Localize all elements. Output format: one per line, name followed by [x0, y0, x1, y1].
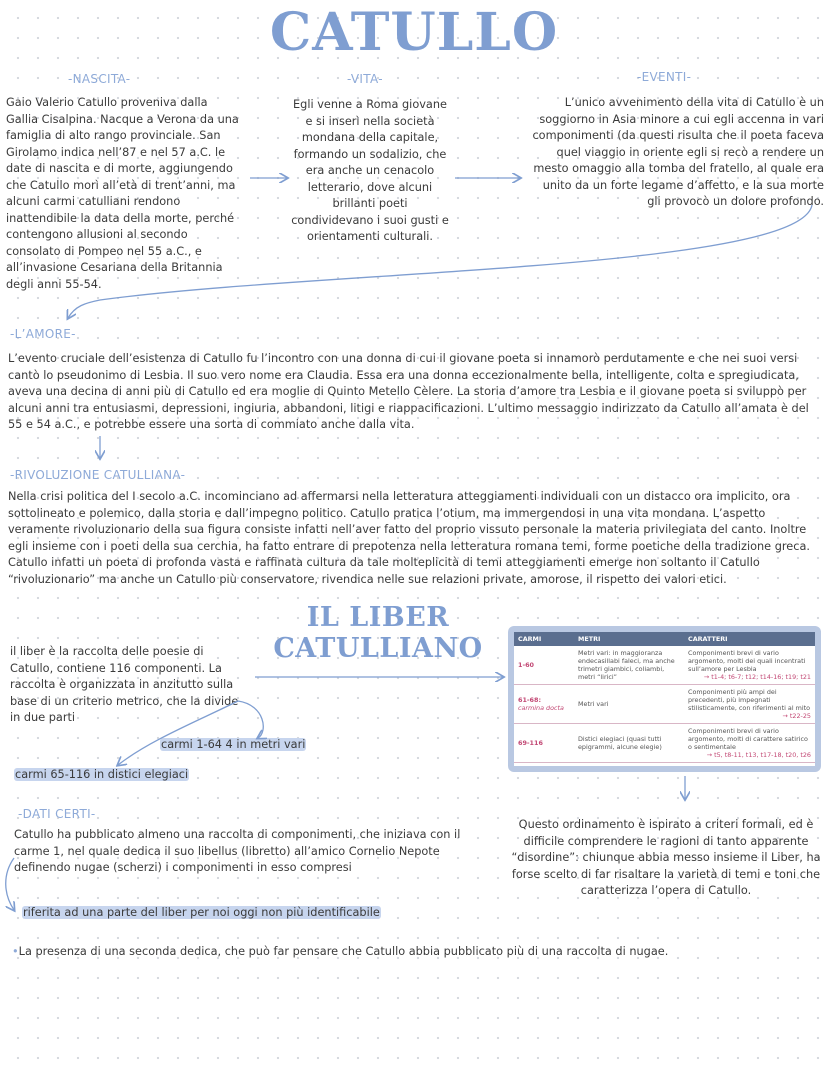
nascita-text: Gaio Valerio Catullo proveniva dalla Gallia Cisalpina. Nacque a Verona da una famiglia di alto rango provinciale. San Girolamo indica nell’87 e nel 57 a.C. le date di nascita e di morte, aggiungendo che Catullo morì all’età di trent’anni, ma alcuni carmi catulliani rendono inattendibile la data della morte, perché contengono allusioni al secondo consolato di Pompeo nel 55 a.C., e all’invasione Cesariana della Britannia degli anni 55-54.: [6, 96, 239, 291]
vita-text: Egli venne a Roma giovane e si inserì nella società mondana della capitale, formando un sodalizio, che era anche un cenacolo letterario, dove alcuni brillanti poeti condividevano i suoi gusti e orientamenti culturali.: [291, 98, 449, 243]
amore-text: L’evento cruciale dell’esistenza di Catullo fu l’incontro con una donna di cui il giovane poeta si innamorò perdutamente e che nei suoi versi cantò lo pseudonimo di Lesbia. Il suo vero nome era Claudia. Essa era una donna eccezionalmente bella, intelligente, colta e spregiudicata, aveva una decina di anni più di Catullo ed era moglie di Quinto Metello Cèlere. La storia d’amore tra Lesbia e il giovane poeta si sviluppò per alcuni anni tra entusiasmi, depressioni, ingiuria, abbandoni, litigi e riappacificazioni. L’ultimo messaggio indirizzato da Catullo all’amata è del 55 e 54 a.C., e potrebbe essere una sorta di commiato anche dalla vita.: [8, 352, 809, 431]
table-cell-metri: Metri vari: [574, 685, 684, 724]
table-cell-rif: → t22-25: [782, 712, 811, 720]
table-cell-rif: → t1-4; t6-7; t12; t14-16; t19; t21: [703, 673, 811, 681]
table-cell-carmi: 1-60: [514, 646, 574, 685]
vita-heading: -VITA-: [347, 72, 383, 86]
table-cell-carmi: 69-116: [514, 724, 574, 763]
table-cell-caratteri: Componimenti brevi di vario argomento, molti dei quali incentrati sull’amore per Lesbia → t1-4; t6-7; t12; t14-16; t19; t21: [684, 646, 815, 685]
th-metri: METRI: [574, 632, 684, 646]
arrow-divide-part2-icon: [118, 701, 238, 765]
dati-text: Catullo ha pubblicato almeno una raccolta di componimenti, che iniziava con il carme 1, nel quale dedica il suo libellus (libretto) all’amico Cornelio Nepote definendo nugae (scherzi) i componimenti in esso compresi: [14, 828, 461, 874]
rivoluzione-heading: -RIVOLUZIONE CATULLIANA-: [10, 468, 186, 482]
dati-heading: -DATI CERTI-: [18, 807, 96, 821]
table-cell-carmi: 61-68: carmina docta: [514, 685, 574, 724]
eventi-heading: -EVENTI-: [637, 70, 692, 84]
liber-part2: carmi 65-116 in distici elegiaci: [15, 768, 189, 781]
nascita-heading: -NASCITA-: [68, 72, 131, 86]
rivoluzione-text: Nella crisi politica del I secolo a.C. incominciano ad affermarsi nella letteratura atteggiamenti individuali con un distacco ora implicito, ora sottolineato e polemico, dalla storia e dall’impegno politico. Catullo pratica l’otium, ma immergendosi in una vita mondana. L’aspetto veramente rivoluzionario della sua figura consiste infatti nell’aver fatto del proprio vissuto personale la materia privilegiata del canto. Inoltre egli insieme con i poeti della sua cerchia, ha fatto entrare di prepotenza nella letteratura romana temi, forme poetiche della tradizione greca. Catullo infatti un poeta di profonda vasta e raffinata cultura da tale molteplicità di temi atteggiamenti emerge non soltanto il Catullo “rivoluzionario” ma anche un Catullo più conservatore, rivendica nelle sue relazioni private, amorose, il rispetto dei valori etici.: [8, 490, 810, 586]
arrow-divide-part1-icon: [238, 701, 263, 738]
bullet-dot-icon: •: [12, 945, 19, 958]
table-cell-metri: Metri vari: in maggioranza endecasillabi faleci, ma anche trimetri giambici, coliambi, metri “lirici”: [574, 646, 684, 685]
liber-intro: il liber è la raccolta delle poesie di Catullo, contiene 116 componenti. La raccolta è organizzata in anzitutto sulla base di un criterio metrico, che la divide in due parti: [10, 645, 239, 724]
dati-bullet: •La presenza di una seconda dedica, che può far pensare che Catullo abbia pubblicato più di una raccolta di nugae.: [12, 945, 669, 958]
dati-riferita: riferita ad una parte del liber per noi oggi non più identificabile: [23, 906, 380, 919]
amore-heading: -L’AMORE-: [10, 327, 76, 341]
th-carmi: CARMI: [514, 632, 574, 646]
table-cell-caratteri: Componimenti più ampi dei precedenti, più impegnati stilisticamente, con riferimenti al mito → t22-25: [684, 685, 815, 724]
table-cell-carmi-sub: carmina docta: [518, 704, 564, 712]
liber-title: IL LIBER CATULLIANO: [273, 602, 483, 664]
table-cell-metri: Distici elegiaci (quasi tutti epigrammi, alcune elegie): [574, 724, 684, 763]
page-title: CATULLO: [269, 2, 559, 63]
liber-part1: carmi 1-64 4 in metri vari: [161, 738, 306, 751]
table-cell-rif: → t5, t8-11, t13, t17-18, t20, t26: [706, 751, 811, 759]
arrow-eventi-amore-icon: [68, 205, 812, 318]
ordinamento-text: Questo ordinamento è ispirato a criteri formali, ed è difficile comprendere le ragioni di tanto apparente “disordine”: chiunque abbia messo insieme il Liber, ha forse scelto di far risaltare la varietà di temi e toni che caratterizza l’opera di Catullo.: [511, 818, 821, 897]
th-caratteri: CARATTERI: [684, 632, 815, 646]
table-cell-caratteri: Componimenti brevi di vario argomento, molti di carattere satirico o sentimentale → t5, t8-11, t13, t17-18, t20, t26: [684, 724, 815, 763]
eventi-text: L’unico avvenimento della vita di Catullo è un soggiorno in Asia minore a cui egli accenna in vari componimenti (da questi risulta che il poeta faceva quel viaggio in oriente egli si recò a rendere un mesto omaggio alla tomba del fratello, al quale era unito da un forte legame d’affetto, e la sua morte gli provocò un dolore profondo.: [532, 96, 824, 208]
arrow-dati-riferita-icon: [6, 858, 14, 910]
